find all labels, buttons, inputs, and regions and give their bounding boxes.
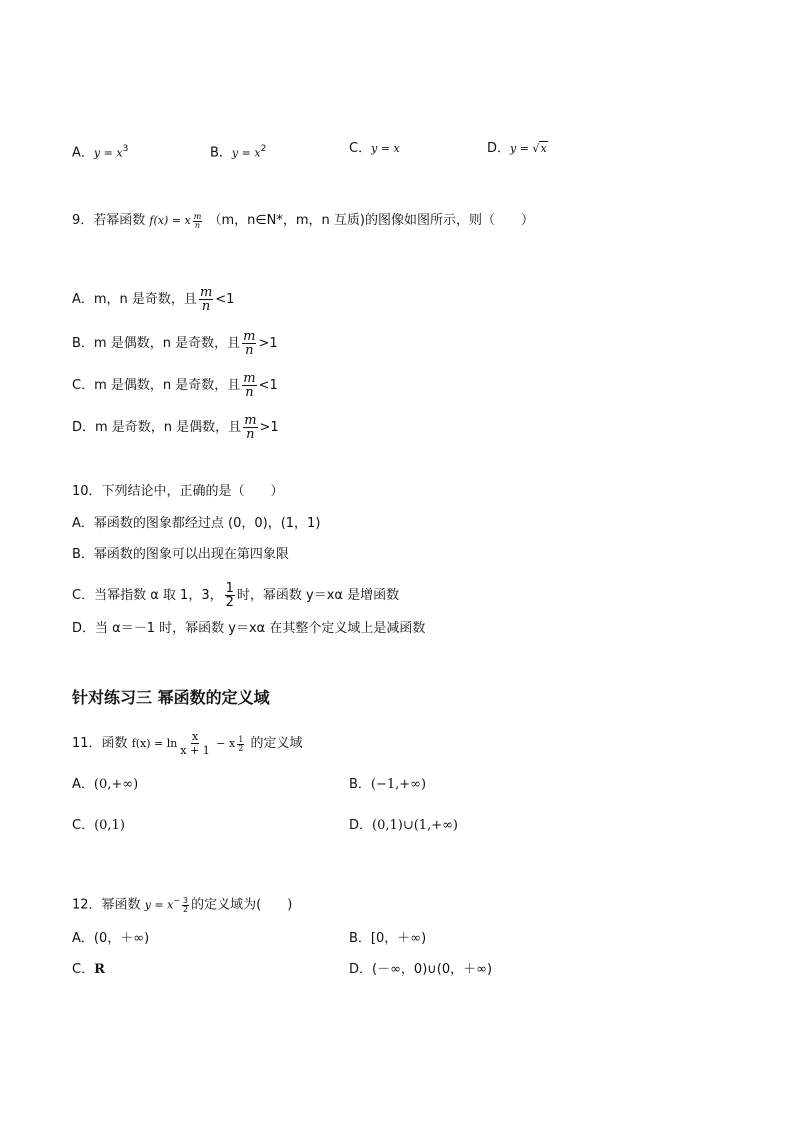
q11-stem: 11．函数 f(x) = ln $\frac{x}{x + 1}$ − x $\frac{1}{2}$ 的定义域 [72,730,303,757]
q10-option-a: A．幂函数的图象都经过点 (0，0)，(1，1) [72,516,321,531]
q10-option-b: B．幂函数的图象可以出现在第四象限 [72,547,289,562]
q12-option-a: A．(0，＋∞) [72,931,150,946]
q9-option-c: C．m 是偶数，n 是奇数，且 $\frac{m}{n}$ <1 [72,371,278,400]
q9-stem: 9．若幂函数 f(x) = x $\frac{m}{n}$ （m，n∈N*，m，n 互质)的图像如图所示，则（ ） [72,211,534,230]
q8-option-d: D．y = √x [487,141,547,156]
q9-option-d: D．m 是奇数，n 是偶数，且 $\frac{m}{n}$ >1 [72,413,279,442]
q10-stem: 10．下列结论中，正确的是（ ） [72,484,284,499]
q8-option-c: C．y = x [349,141,400,156]
q12-option-d: D．(－∞，0)∪(0，＋∞) [349,962,493,977]
q12-option-b: B．[0，＋∞) [349,931,427,946]
q11-option-b: B．(−1,+∞) [349,777,427,792]
q11-option-c: C．(0,1) [72,818,125,833]
q12-stem: 12．幂函数 y = x− $\frac{3}{2}$ 的定义域为( ) [72,896,293,914]
q10-option-c: C．当幂指数 α 取 1，3， $\frac{1}{2}$ 时，幂函数 y＝xα 是增函数 [72,581,400,610]
q9-option-a: A．m，n 是奇数，且 $\frac{m}{n}$ <1 [72,285,235,314]
section-title: 针对练习三 幂函数的定义域 [72,688,270,707]
q11-option-a: A．(0,+∞) [72,777,139,792]
q8-option-b: B．$y = x^2$ [210,144,267,161]
q8-option-a: A．$y = x^3$ [72,144,129,161]
q9-option-b: B．m 是偶数，n 是奇数，且 $\frac{m}{n}$ >1 [72,329,278,358]
q10-option-d: D．当 α＝－1 时，幂函数 y＝xα 在其整个定义域上是减函数 [72,621,426,636]
q11-option-d: D．(0,1)∪(1,+∞) [349,818,458,833]
q12-option-c: C．R [72,962,105,977]
